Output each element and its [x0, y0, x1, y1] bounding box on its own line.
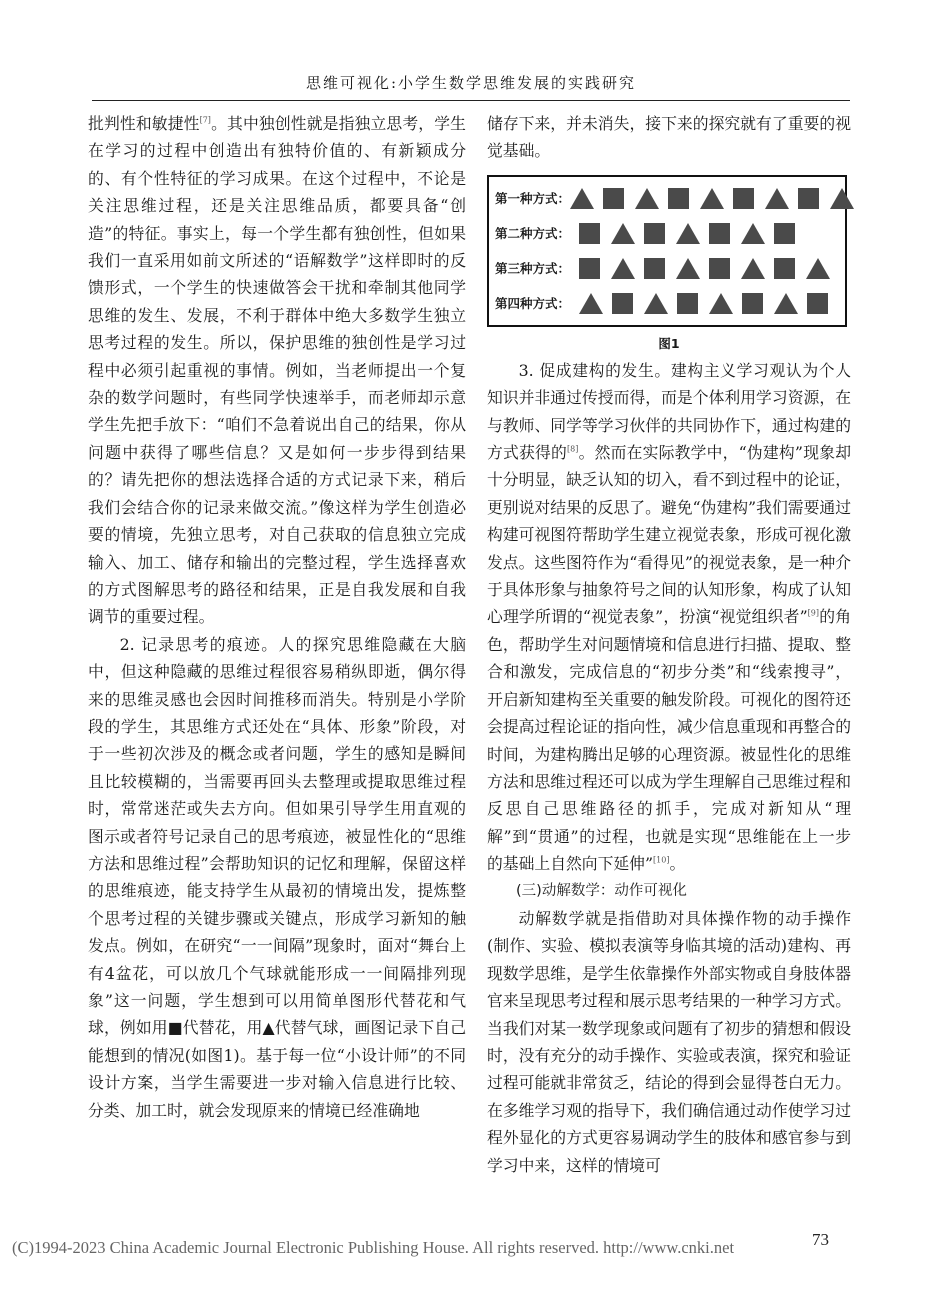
- citation-7: [7]: [199, 115, 211, 125]
- triangle-shape: [611, 258, 635, 279]
- triangle-shape: [635, 188, 659, 209]
- triangle-shape: [741, 258, 765, 279]
- triangle-shape: [676, 258, 700, 279]
- triangle-shape: [676, 223, 700, 244]
- triangle-shape: [830, 188, 854, 209]
- triangle-shape: [806, 258, 830, 279]
- right-column: [487, 110, 851, 1179]
- triangle-shape: [570, 188, 594, 209]
- figure-row: [489, 181, 845, 216]
- triangle-shape: [700, 188, 724, 209]
- square-shape: [774, 258, 795, 279]
- footer: [0, 1230, 950, 1260]
- figure-row-label: 第二种方式：: [495, 225, 571, 241]
- shape-sequence: [579, 223, 806, 244]
- figure-row-label: 第三种方式：: [495, 260, 571, 276]
- shape-sequence: [579, 293, 839, 314]
- triangle-shape: [611, 223, 635, 244]
- square-shape: [774, 223, 795, 244]
- page-number: 73: [812, 1230, 829, 1249]
- square-shape: [579, 223, 600, 244]
- figure-row-label: 第一种方式：: [495, 190, 571, 206]
- shape-sequence: [579, 258, 839, 279]
- square-shape: [644, 223, 665, 244]
- paragraph-continuation: 储存下来，并未消失，接下来的探究就有了重要的视觉基础。: [487, 114, 851, 161]
- running-header: 思维可视化:小学生数学思维发展的实践研究: [92, 66, 850, 101]
- triangle-shape: [765, 188, 789, 209]
- triangle-shape: [774, 293, 798, 314]
- paragraph-record-thinking: 2. 记录思考的痕迹。人的探究思维隐藏在大脑中，但这种隐藏的思维过程很容易稍纵即逝，偶尔得来的思维灵感也会因时间推移而消失。特别是小学阶段的学生，其思维方式还处在“具体、形象”阶段，对于一些初次涉及的概念或者问题，学生的感知是瞬间且比较模糊的，当需要再回头去整理或提取思维过程时，常常迷茫或失去方向。但如果引导学生用直观的图示或者符号记录自己的思考痕迹，被显性化的“思维方法和思维过程”会帮助知识的记忆和理解，保留这样的思维痕迹，能支持学生从最初的情境出发，提炼整个思考过程的关键步骤或关键点，形成学习新知的触发点。例如，在研究“一一间隔”现象时，面对“舞台上有4盆花，可以放几个气球就能形成一一间隔排列现象”这一问题，学生想到可以用简单图形代替花和气球，例如用■代替花，用▲代替气球，画图记录下自己能想到的情况(如图1)。基于每一位“小设计师”的不同设计方案，当学生需要进一步对输入信息进行比较、分类、加工时，就会发现原来的情境已经准确地: [88, 634, 466, 1120]
- figure-1: [487, 175, 847, 327]
- triangle-shape: [644, 293, 668, 314]
- shape-sequence: [570, 188, 863, 209]
- square-shape: [579, 258, 600, 279]
- figure-row-label: 第四种方式：: [495, 295, 571, 311]
- square-shape: [709, 258, 730, 279]
- paragraph-independent-thinking: 批判性和敏捷性[7]。其中独创性就是指独立思考，学生在学习的过程中创造出有独特价值的、有新颖成分的、有个性特征的学习成果。在这个过程中，不论是关注思维过程，还是关注思维品质，都要具备“创造”的特征。事实上，每一个学生都有独创性，但如果我们一直采用如前文所述的“语解数学”这样即时的反馈形式，一个学生的快速做答会干扰和牵制其他同学思维的发生、发展，不利于群体中绝大多数学生独立思考过程的发生。所以，保护思维的独创性是学习过程中必须引起重视的事情。例如，当老师提出一个复杂的数学问题时，有些同学快速举手，而老师却示意学生先把手放下：“咱们不急着说出自己的结果，你从问题中获得了哪些信息？又是如何一步步得到结果的？请先把你的想法选择合适的方式记录下来，稍后我们会结合你的记录来做交流。”像这样为学生创造必要的情境，先独立思考，对自己获取的信息独立完成输入、加工、储存和输出的完整过程，学生选择喜欢的方式图解思考的路径和结果，正是自我发展和自我调节的重要过程。: [88, 114, 466, 627]
- citation-9: [9]: [807, 609, 820, 619]
- square-shape: [644, 258, 665, 279]
- square-shape: [677, 293, 698, 314]
- figure-row: [489, 216, 845, 251]
- square-shape: [668, 188, 689, 209]
- square-shape: [733, 188, 754, 209]
- figure-row: [489, 251, 845, 286]
- square-shape: [807, 293, 828, 314]
- triangle-shape: [741, 223, 765, 244]
- square-shape: [742, 293, 763, 314]
- square-shape: [709, 223, 730, 244]
- triangle-shape: [579, 293, 603, 314]
- paragraph-construction: 3. 促成建构的发生。建构主义学习观认为个人知识并非通过传授而得，而是个体利用学习资源，在与教师、同学等学习伙伴的共同协作下，通过构建的方式获得的[8]。然而在实际教学中，“伪建构”现象却十分明显，缺乏认知的切入，看不到过程中的论证，更别说对结果的反思了。避免“伪建构”我们需要通过构建可视图符帮助学生建立视觉表象，形成可视化激发点。这些图符作为“看得见”的视觉表象，是一种介于具体形象与抽象符号之间的认知形象，构成了认知心理学所谓的“视觉表象”，扮演“视觉组织者”[9]的角色，帮助学生对问题情境和信息进行扫描、提取、整合和激发，完成信息的“初步分类”和“线索搜寻”，开启新知建构至关重要的触发阶段。可视化的图符还会提高过程论证的指向性，减少信息重现和再整合的时间，为建构腾出足够的心理资源。被显性化的思维方法和思维过程还可以成为学生理解自己思维过程和反思自己思维路径的抓手，完成对新知从“理解”到“贯通”的过程，也就是实现“思维能在上一步的基础上自然向下延伸”[10]。: [487, 360, 851, 874]
- citation-10: [10]: [653, 855, 670, 865]
- section-heading: (三)动解数学：动作可视化: [516, 882, 687, 899]
- figure-caption: 图1: [658, 335, 680, 351]
- paragraph-action-math: 动解数学就是指借助对具体操作物的动手操作(制作、实验、模拟表演等身临其境的活动)建构、再现数学思维，是学生依靠操作外部实物或自身肢体器官来呈现思考过程和展示思考结果的一种学习方式。当我们对某一数学现象或问题有了初步的猜想和假设时，没有充分的动手操作、实验或表演，探究和验证过程可能就非常贫乏，结论的得到会显得苍白无力。在多维学习观的指导下，我们确信通过动作使学习过程外显化的方式更容易调动学生的肢体和感官参与到学习中来，这样的情境可: [487, 908, 851, 1175]
- figure-row: [489, 286, 845, 321]
- citation-8: [8]: [567, 444, 579, 454]
- left-column: [88, 110, 466, 1124]
- square-shape: [612, 293, 633, 314]
- triangle-shape: [709, 293, 733, 314]
- square-shape: [603, 188, 624, 209]
- copyright-notice: (C)1994-2023 China Academic Journal Electronic Publishing House. All rights reserved. http://www.cnki.net: [12, 1238, 735, 1257]
- square-shape: [798, 188, 819, 209]
